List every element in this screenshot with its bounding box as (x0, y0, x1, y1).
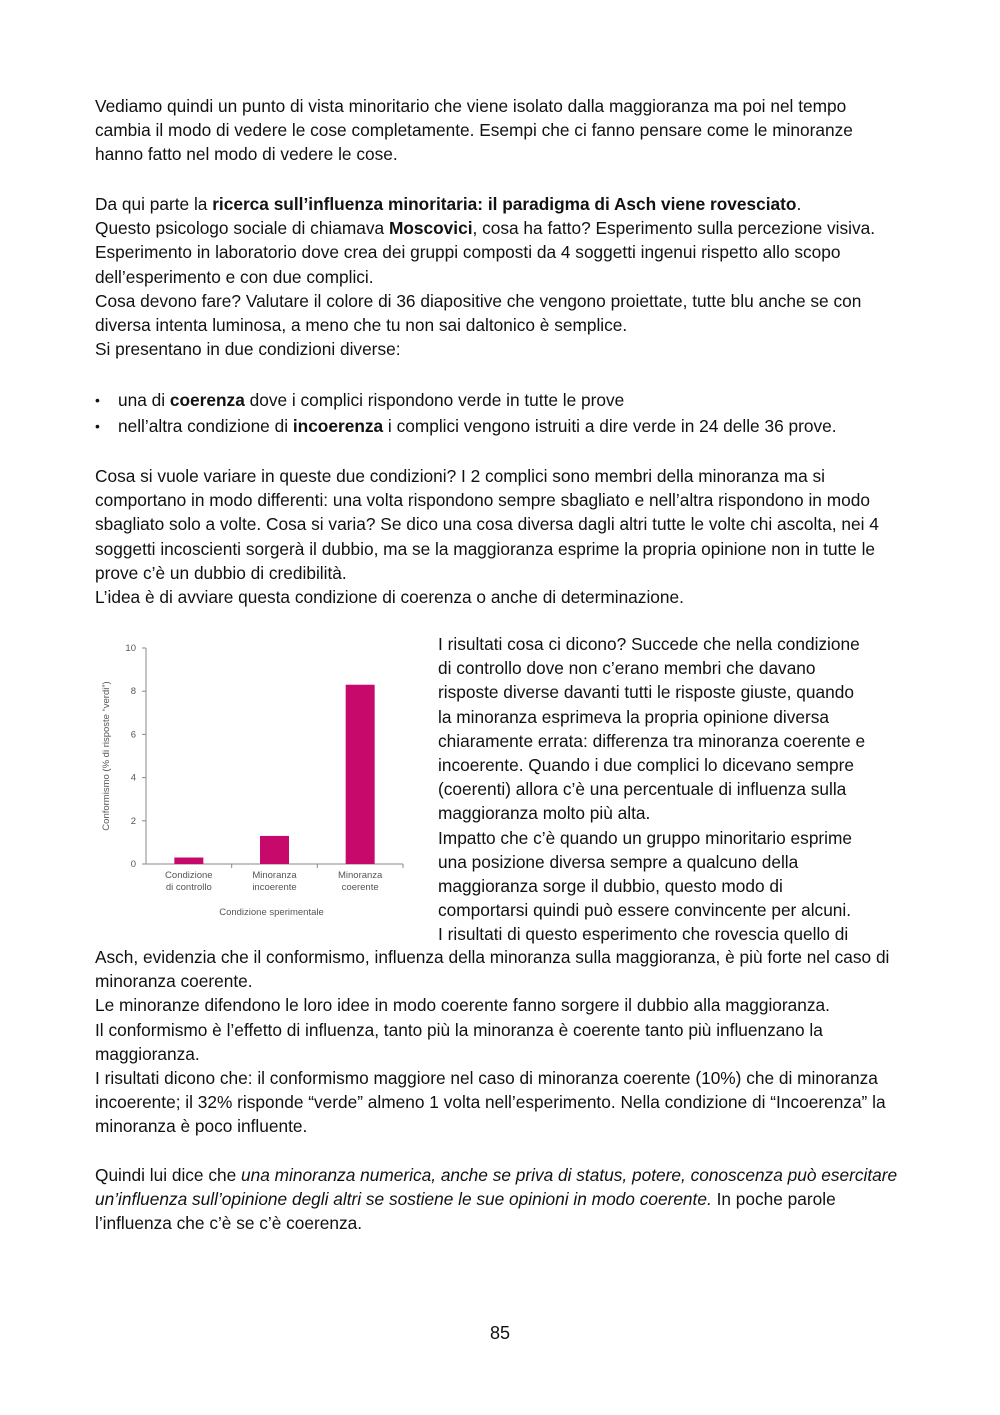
bullet-text: nell’altra condizione di (118, 416, 293, 436)
category-label: coerente (341, 882, 379, 893)
bar-chart (95, 635, 415, 925)
text-cosa-devono: Cosa devono fare? Valutare il colore di 36 diapositive che vengono proiettate, tutte blu anche se con diversa intenta luminosa, a meno che tu non sai daltonico è semplice. (95, 290, 862, 336)
page-number: 85 (489, 1323, 511, 1343)
text-quindi: Quindi lui dice che (95, 1165, 242, 1185)
y-tick-label: 4 (130, 772, 136, 784)
bullet-text: una di (118, 390, 170, 410)
paragraph-variare (95, 464, 905, 609)
bold-ricerca: ricerca sull’influenza minoritaria: il paradigma di Asch viene rovesciato (212, 194, 797, 214)
side-line: maggioranza sorge il dubbio, questo modo di (438, 876, 783, 897)
x-axis-label: Condizione sperimentale (219, 907, 324, 918)
bar-3 (346, 685, 375, 864)
side-line: comportarsi quindi può essere convincente per alcuni. (438, 900, 852, 921)
list-item (95, 387, 915, 413)
bold-incoerenza: incoerenza (292, 416, 384, 436)
bar-1 (174, 858, 203, 864)
bullet-icon: • (95, 418, 100, 434)
category-label: di controllo (165, 882, 212, 893)
bar-2 (260, 836, 289, 864)
text-psicologo: Questo psicologo sociale di chiamava (95, 218, 389, 239)
category-label: Minoranza (252, 870, 297, 881)
side-line: Impatto che c’è quando un gruppo minoritario esprime (438, 827, 853, 848)
y-tick-label: 10 (125, 643, 136, 654)
side-line: chiaramente errata: differenza tra minoranza coerente e (438, 730, 866, 751)
italic-citazione: una minoranza numerica, anche se priva di status, potere, conoscenza può esercitare un’influenza sull’opinione degli altri se sostiene le sue opinioni in modo coerente. (95, 1165, 898, 1210)
text-asch: Asch, evidenzia che il conformismo, influenza della minoranza sulla maggioranza, è più forte nel caso di minoranza coerente. (95, 947, 890, 992)
paragraph-conclusioni (95, 945, 905, 1139)
text-idea: L’idea è di avviare questa condizione di coerenza o anche di determinazione. (95, 587, 684, 608)
chart-bars (174, 685, 374, 864)
y-axis-label: Conformismo (% di risposte “verdi”) (101, 681, 112, 831)
side-line: (coerenti) allora c’è una percentuale di influenza sulla (438, 779, 847, 800)
chart-labels (101, 643, 383, 918)
side-line: incoerente. Quando i due complici lo dicevano sempre (438, 755, 854, 776)
paragraph-intro: Vediamo quindi un punto di vista minoritario che viene isolato dalla maggioranza ma poi nel tempo cambia il modo di vedere le cose completamente. Esempi che ci fanno pensare come le minoranze hanno fatto nel modo di vedere le cose. (95, 96, 853, 165)
side-line: I risultati cosa ci dicono? Succede che nella condizione (438, 634, 860, 654)
y-tick-label: 8 (130, 686, 136, 698)
y-tick-label: 6 (130, 729, 136, 741)
side-line: risposte diverse davanti tutti le risposte giuste, quando (438, 682, 854, 703)
y-tick-label: 2 (130, 815, 136, 827)
text-cosa-ha-fatto: , cosa ha fatto? Esperimento sulla percezione visiva. (472, 218, 875, 239)
text-condizioni: Si presentano in due condizioni diverse: (95, 339, 401, 360)
text-da-qui: Da qui parte la (95, 194, 213, 214)
text-risultati: I risultati dicono che: il conformismo maggiore nel caso di minoranza coerente (10%) che di minoranza incoerente; il 32% risponde “verde” almeno 1 volta nell’esperimento. Nella condizione di “Incoerenza” la minoranza è poco influente. (95, 1068, 886, 1137)
text-dot: . (796, 194, 802, 214)
side-line: I risultati di questo esperimento che rovescia quello di (438, 924, 849, 945)
category-label: incoerente (252, 882, 297, 893)
text-esperimento: Esperimento in laboratorio dove crea dei gruppi composti da 4 soggetti ingenui rispetto allo scopo dell’esperimento e con due complici. (95, 242, 841, 287)
side-line: maggioranza molto più alta. (438, 803, 651, 824)
text-variare: Cosa si vuole variare in queste due condizioni? I 2 complici sono membri della minoranza ma si comportano in modo differenti: una volta rispondono sempre sbagliato e nell’altra rispondono in modo sbagliato solo a volte. Cosa si varia? Se dico una cosa diversa dagli altri tutte le volte chi ascolta, nei 4 soggetti incoscienti sorgerà il dubbio, ma se la maggioranza esprime la propria opinione non in tutte le prove c’è un dubbio di credibilità. (95, 466, 879, 583)
bold-coerenza: coerenza (169, 390, 245, 410)
text-poche-parole: In poche parole l’influenza che c’è se c’è coerenza. (95, 1189, 836, 1234)
paragraph-moscovici (95, 192, 905, 361)
bullet-text: i complici vengono istruiti a dire verde in 24 delle 36 prove. (383, 416, 837, 436)
side-line: la minoranza esprimeva la propria opinione diversa (438, 706, 829, 727)
bullet-text: dove i complici rispondono verde in tutte le prove (244, 390, 625, 410)
category-label: Condizione (165, 870, 213, 881)
list-item (95, 413, 915, 439)
category-label: Minoranza (337, 870, 383, 881)
bullet-icon: • (95, 392, 100, 408)
side-line: una posizione diversa sempre a qualcuno della (438, 851, 799, 872)
bold-moscovici: Moscovici (388, 218, 473, 239)
y-tick-label: 0 (130, 859, 136, 870)
bullet-list (95, 387, 915, 439)
side-line: di controllo dove non c’erano membri che davano (438, 658, 816, 679)
paragraph-quindi (95, 1163, 905, 1236)
side-text (438, 632, 913, 947)
text-conformismo: Il conformismo è l’effetto di influenza, tanto più la minoranza è coerente tanto più influenzano la maggioranza. (95, 1019, 823, 1064)
text-minoranze: Le minoranze difendono le loro idee in modo coerente fanno sorgere il dubbio alla maggioranza. (95, 995, 830, 1016)
